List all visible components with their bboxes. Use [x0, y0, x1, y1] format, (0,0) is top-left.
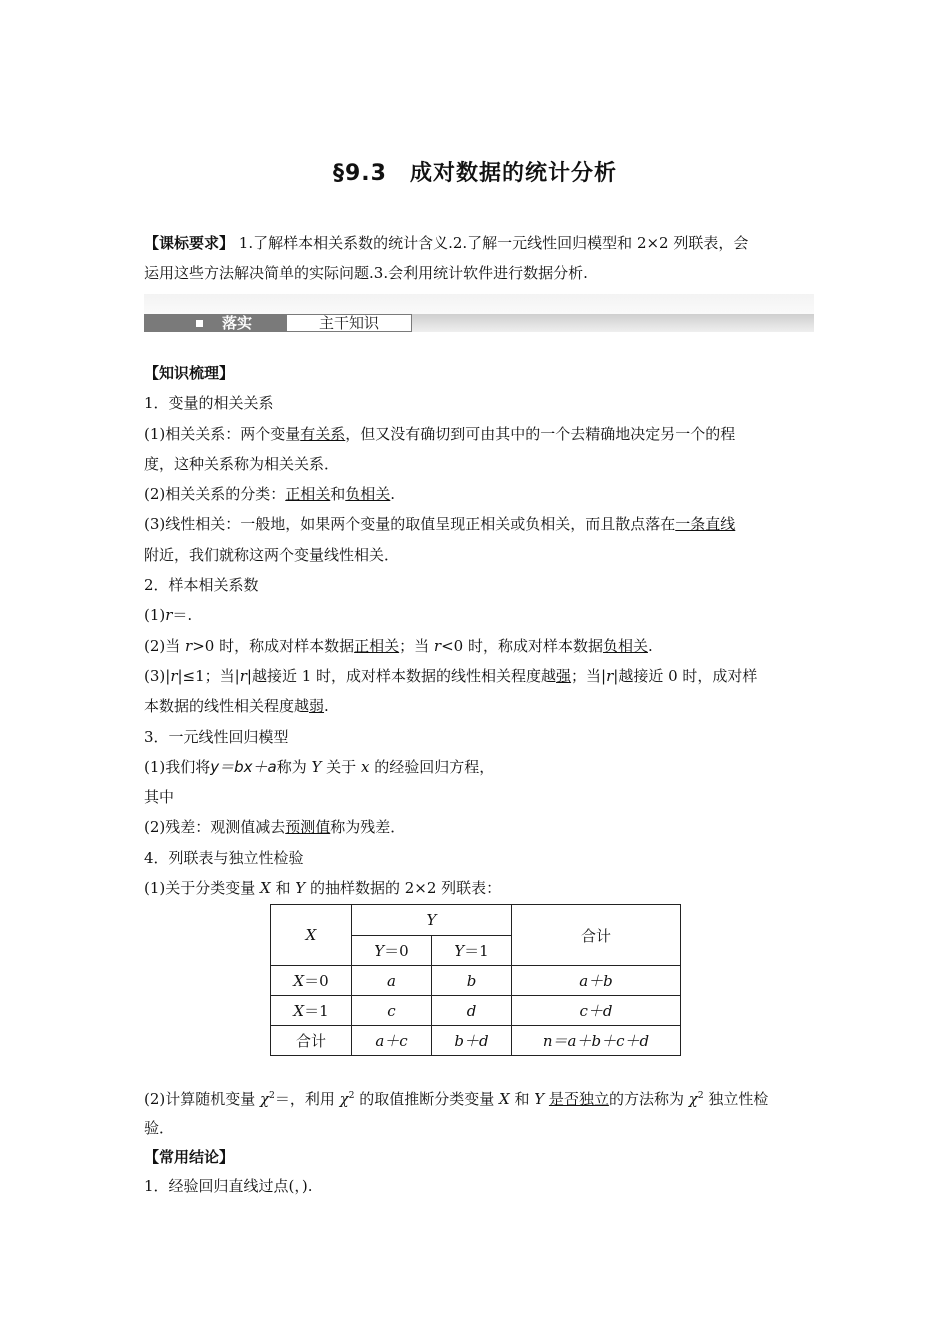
table-cell: c	[352, 996, 432, 1026]
table-header-total: 合计	[512, 905, 681, 966]
para-contingency-intro: (1)关于分类变量 X 和 Y 的抽样数据的 2×2 列联表：	[144, 879, 502, 898]
para-residual: (2)残差：观测值减去预测值称为残差．	[144, 818, 406, 837]
para-r-sign: (2)当 r>0 时，称成对样本数据正相关；当 r<0 时，称成对样本数据负相关.	[144, 636, 653, 655]
para-chi-square-cont: 验．	[144, 1119, 175, 1137]
table-header-y1: Y＝1	[432, 935, 512, 966]
para-where: 其中	[144, 788, 175, 807]
square-bullet-icon	[196, 320, 203, 327]
table-cell-x0: X＝0	[271, 966, 352, 996]
para-linear-correlation: (3)线性相关：一般地，如果两个变量的取值呈现正相关或负相关，而且散点落在一条直线	[144, 515, 736, 534]
contingency-table-wrap	[270, 904, 681, 1056]
lower-section	[144, 1082, 812, 1201]
course-requirements	[144, 228, 812, 288]
knowledge-heading: 【知识梳理】	[144, 364, 235, 382]
table-cell: b＋d	[432, 1026, 512, 1056]
para-correlation-def: (1)相关关系：两个变量有关系，但又没有确切到可由其中的一个去精确地决定另一个的程	[144, 424, 736, 443]
heading-regression-model: 3．一元线性回归模型	[144, 727, 289, 746]
table-cell-x1: X＝1	[271, 996, 352, 1026]
heading-contingency: 4．列联表与独立性检验	[144, 848, 304, 867]
table-cell: a＋b	[512, 966, 681, 996]
conclusion-1: 1．经验回归直线过点(，).	[144, 1177, 313, 1195]
banner-tab-implement: 落实	[144, 314, 286, 332]
table-cell: a	[352, 966, 432, 996]
table-cell: b	[432, 966, 512, 996]
para-correlation-def-cont: 度，这种关系称为相关关系．	[144, 454, 340, 473]
table-cell-total-label: 合计	[271, 1026, 352, 1056]
table-cell: a＋c	[352, 1026, 432, 1056]
table-header-y: Y	[352, 905, 512, 936]
page-title: §9.3 成对数据的统计分析	[333, 161, 617, 186]
para-regression-equation: (1)我们将y＝bx＋a称为 Y 关于 x 的经验回归方程，	[144, 757, 495, 776]
para-r-magnitude: (3)|r|≤1；当|r|越接近 1 时，成对样本数据的线性相关程度越强；当|r|越接近 0 时，成对样	[144, 666, 758, 685]
heading-variable-correlation: 1．变量的相关关系	[144, 394, 274, 413]
table-cell: n＝a＋b＋c＋d	[512, 1026, 681, 1056]
table-row	[271, 966, 681, 996]
knowledge-section	[144, 358, 812, 903]
para-chi-square: (2)计算随机变量 $\chi^2=$，利用 $\chi^2$ 的取值推断分类变量 X 和 Y 是否独立的方法称为 $\chi^2$ 独立性检	[144, 1090, 769, 1108]
heading-sample-coefficient: 2．样本相关系数	[144, 576, 259, 595]
para-r-formula: (1)r＝.	[144, 606, 193, 625]
section-banner	[144, 294, 814, 342]
para-correlation-types: (2)相关关系的分类：正相关和负相关.	[144, 485, 396, 504]
requirements-line-1: 【课标要求】 1.了解样本相关系数的统计含义.2.了解一元线性回归模型和 2×2 列联表，会	[144, 234, 749, 252]
contingency-table	[270, 904, 681, 1056]
table-header-x: X	[271, 905, 352, 966]
table-cell: c＋d	[512, 996, 681, 1026]
requirements-line-2: 运用这些方法解决简单的实际问题.3.会利用统计软件进行数据分析.	[144, 264, 588, 282]
common-conclusions-heading: 【常用结论】	[144, 1148, 235, 1166]
table-cell: d	[432, 996, 512, 1026]
table-row	[271, 996, 681, 1026]
banner-tab-main-knowledge: 主干知识	[286, 314, 412, 332]
table-header-y0: Y＝0	[352, 935, 432, 966]
table-row	[271, 1026, 681, 1056]
para-r-magnitude-cont: 本数据的线性相关程度越弱.	[144, 697, 329, 716]
requirements-label: 【课标要求】	[144, 234, 235, 252]
table-row	[271, 905, 681, 936]
para-linear-correlation-cont: 附近，我们就称这两个变量线性相关．	[144, 545, 400, 564]
